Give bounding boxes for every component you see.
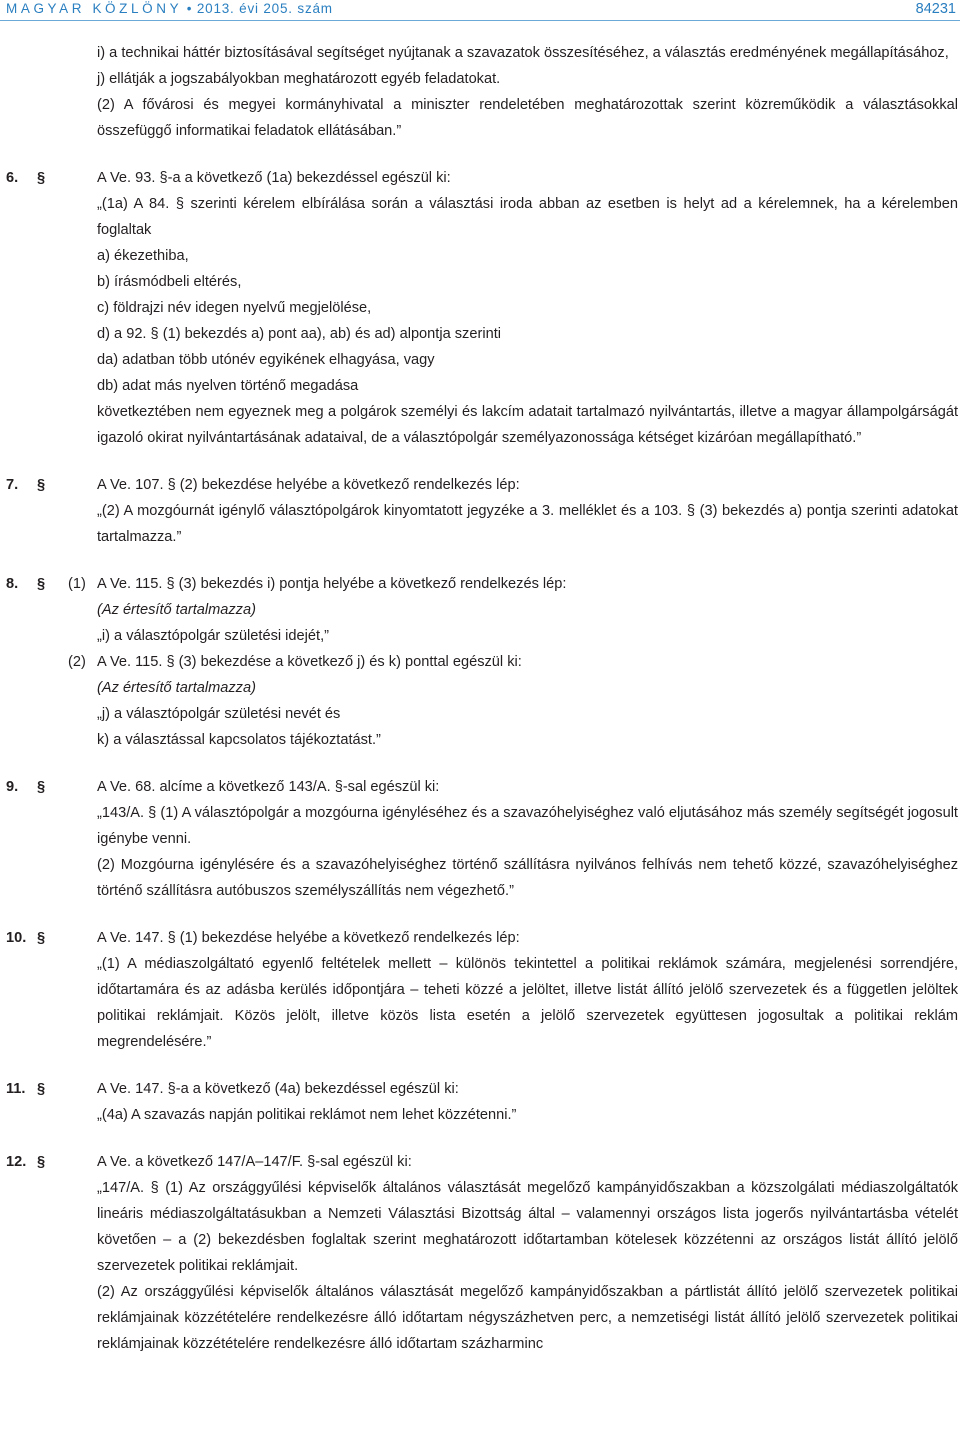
paragraph: (2) A fővárosi és megyei kormányhivatal a miniszter rendeletében meghatározottak szerint közreműködik a választásokkal összefüggő informatikai feladatok ellátásában.” — [97, 97, 958, 139]
subsection-title: A Ve. 115. § (3) bekezdése a következő j) és k) ponttal egészül ki: — [97, 654, 522, 670]
section-title: A Ve. 147. § (1) bekezdése helyébe a következő rendelkezés lép: — [97, 930, 520, 946]
spacer — [0, 1128, 960, 1149]
section-symbol: § — [37, 1081, 46, 1097]
subsection-number: (1) — [68, 576, 86, 592]
spacer — [0, 451, 960, 472]
paragraph: a) ékezethiba, — [97, 248, 189, 264]
section-7 — [0, 472, 960, 498]
paragraph: „(4a) A szavazás napján politikai reklámot nem lehet közzétenni.” — [97, 1107, 517, 1123]
page-number: 84231 — [915, 1, 956, 17]
paragraph: (2) Az országgyűlési képviselők általános választását megelőző kampányidőszakban a pártlistát állító jelölő szervezetek politikai reklámjainak közzétételére rendelkezésre álló időtartam négyszázhetven perc, a nemzetiségi listát állító jelölő szervezetek politikai reklámjainak közzétételére rendelkezésre álló időtartam százharminc — [97, 1284, 958, 1352]
journal-title — [6, 0, 333, 18]
section-number: 7. — [6, 477, 19, 493]
section-title: A Ve. 147. §-a a következő (4a) bekezdéssel egészül ki: — [97, 1081, 459, 1097]
paragraph: „147/A. § (1) Az országgyűlési képviselők általános választását megelőző kampányidőszakban a közszolgálati médiaszolgáltatók lineáris médiaszolgáltatásukban a Nemzeti Választási Bizottság által – valamennyi országos lista jogerős nyilvántartásba vételét követően – a (2) bekezdésben foglaltak szerint meghatározott időtartamban kötelesek közzétenni az országos listát állító jelölő szervezetek politikai reklámjait. — [97, 1180, 958, 1274]
paragraph: k) a választással kapcsolatos tájékoztatást.” — [97, 732, 381, 748]
spacer — [0, 753, 960, 774]
paragraph: c) földrajzi név idegen nyelvű megjelölése, — [97, 300, 372, 316]
section-11 — [0, 1076, 960, 1102]
section-number: 6. — [6, 170, 19, 186]
section-symbol: § — [37, 779, 46, 795]
spacer — [0, 144, 960, 165]
section-title: A Ve. 115. § (3) bekezdés i) pontja helyébe a következő rendelkezés lép: — [97, 576, 567, 592]
page-header — [0, 0, 960, 22]
section-10 — [0, 925, 960, 951]
paragraph: db) adat más nyelven történő megadása — [97, 378, 359, 394]
spacer — [0, 904, 960, 925]
issue-number: 2013. évi 205. szám — [196, 1, 333, 16]
section-12 — [0, 1149, 960, 1175]
subsection-2 — [0, 649, 960, 675]
paragraph: „(2) A mozgóurnát igénylő választópolgárok kinyomtatott jegyzéke a 3. melléklet és a 103. § (3) bekezdés a) pontja szerinti adatokat tartalmazza.” — [97, 503, 958, 545]
paragraph: „143/A. § (1) A választópolgár a mozgóurna igényléséhez és a szavazóhelyiséghez való eljutásához más személy segítségét jogosult igénybe venni. — [97, 805, 958, 847]
section-symbol: § — [37, 576, 46, 592]
subsection-number: (2) — [68, 654, 86, 670]
section-symbol: § — [37, 170, 46, 186]
section-number: 8. — [6, 576, 19, 592]
paragraph: (Az értesítő tartalmazza) — [97, 602, 256, 618]
paragraph: d) a 92. § (1) bekezdés a) pont aa), ab) és ad) alpontja szerinti — [97, 326, 501, 342]
paragraph: „j) a választópolgár születési nevét és — [97, 706, 341, 722]
paragraph: „(1) A médiaszolgáltató egyenlő feltételek mellett – különös tekintettel a politikai reklámok számára, megjelenési sorrendjére, időtartamára és az adásba kerülés időpontjára – teheti közzé a jelöltet, illetve listát állító jelölő szervezetek és a független jelöltek politikai reklámjait. Közös jelölt, illetve közös lista esetén a jelölő szervezetek együttesen jogosultak a politikai reklám megrendelésére.” — [97, 956, 958, 1050]
section-9 — [0, 774, 960, 800]
section-number: 11. — [6, 1081, 26, 1097]
section-number: 9. — [6, 779, 19, 795]
section-6 — [0, 165, 960, 191]
paragraph: következtében nem egyeznek meg a polgárok személyi és lakcím adatait tartalmazó nyilvántartás, illetve a magyar állampolgárságát igazoló okirat nyilvántartásának adataival, de a választópolgár személyazonossága kétséget kizáróan megállapítható.” — [97, 404, 958, 446]
paragraph: „i) a választópolgár születési idejét,” — [97, 628, 329, 644]
paragraph: „(1a) A 84. § szerinti kérelem elbírálása során a választási iroda abban az esetben is helyt ad a kérelemnek, ha a kérelemben foglaltak — [97, 196, 958, 238]
paragraph: (2) Mozgóurna igénylésére és a szavazóhelyiséghez történő szállításra nyilvános felhívás nem tehető közzé, szavazóhelyiséghez történő szállításra autóbuszos személyszállítás nem végezhető.” — [97, 857, 958, 899]
section-symbol: § — [37, 1154, 46, 1170]
document-body — [0, 40, 960, 1357]
section-number: 10. — [6, 930, 27, 946]
paragraph: i) a technikai háttér biztosításával segítséget nyújtanak a szavazatok összesítéséhez, a választás eredményének megállapításához, — [97, 45, 949, 61]
paragraph: b) írásmódbeli eltérés, — [97, 274, 242, 290]
spacer — [0, 550, 960, 571]
section-title: A Ve. 68. alcíme a következő 143/A. §-sal egészül ki: — [97, 779, 440, 795]
section-8 — [0, 571, 960, 597]
journal-name: MAGYAR KÖZLÖNY — [6, 1, 183, 16]
bullet: • — [186, 1, 193, 16]
section-title: A Ve. 93. §-a a következő (1a) bekezdéssel egészül ki: — [97, 170, 451, 186]
paragraph: j) ellátják a jogszabályokban meghatározott egyéb feladatokat. — [97, 71, 501, 87]
section-symbol: § — [37, 930, 46, 946]
section-number: 12. — [6, 1154, 27, 1170]
spacer — [0, 1055, 960, 1076]
paragraph: (Az értesítő tartalmazza) — [97, 680, 256, 696]
section-title: A Ve. a következő 147/A–147/F. §-sal egészül ki: — [97, 1154, 412, 1170]
section-title: A Ve. 107. § (2) bekezdése helyébe a következő rendelkezés lép: — [97, 477, 520, 493]
section-symbol: § — [37, 477, 46, 493]
paragraph: da) adatban több utónév egyikének elhagyása, vagy — [97, 352, 435, 368]
header-rule — [0, 20, 960, 21]
